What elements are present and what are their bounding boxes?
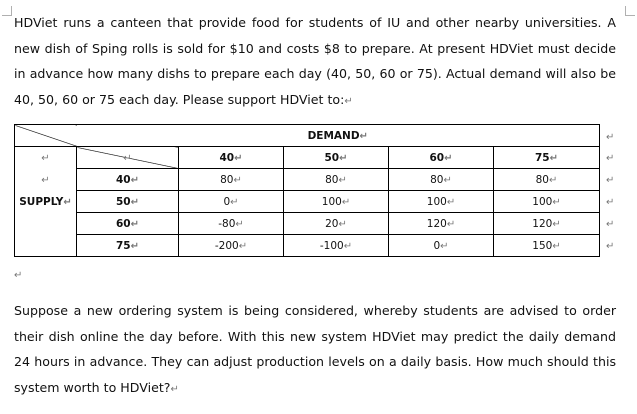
- paragraph-mark: ↵: [170, 383, 179, 395]
- supply-value-cell: 75↵: [77, 235, 179, 257]
- payoff-cell: 80↵: [494, 169, 600, 191]
- diagonal-cell: ↵: [77, 147, 179, 169]
- payoff-cell: 120↵: [494, 213, 600, 235]
- table-row: [15, 191, 600, 213]
- corner-diagonal-cell: [15, 125, 77, 147]
- table-row-header: [15, 125, 600, 147]
- empty-cell: ↵: [15, 169, 77, 191]
- demand-value-cell: 75↵: [494, 147, 600, 169]
- payoff-cell: 80↵: [389, 169, 494, 191]
- empty-cell: [15, 213, 77, 235]
- empty-paragraph-mark: ↵: [14, 270, 23, 281]
- row-end-mark: ↵: [606, 132, 615, 143]
- payoff-table: [14, 124, 600, 257]
- payoff-cell: 150↵: [494, 235, 600, 257]
- supply-value-cell: 60↵: [77, 213, 179, 235]
- problem-intro-paragraph: [14, 10, 616, 114]
- payoff-cell: 0↵: [389, 235, 494, 257]
- payoff-cell: 0↵: [179, 191, 284, 213]
- table-row: [15, 169, 600, 191]
- supply-label: SUPPLY: [19, 195, 64, 208]
- table-row: [15, 235, 600, 257]
- intro-text: HDViet runs a canteen that provide food for students of IU and other nearby universities. A new dish of Sping rolls is sold for $10 and costs $8 to prepare. At present HDViet must decide in advance how many dishs to prepare each day (40, 50, 60 or 75). Actual demand will also be 40, 50, 60 or 75 each day. Please support HDViet to:: [14, 15, 616, 107]
- payoff-cell: 100↵: [389, 191, 494, 213]
- payoff-cell: 100↵: [494, 191, 600, 213]
- row-end-mark: ↵: [606, 153, 615, 164]
- payoff-cell: -100↵: [284, 235, 389, 257]
- page-corner-mark-right: [625, 6, 635, 16]
- demand-value-cell: 50↵: [284, 147, 389, 169]
- payoff-cell: -200↵: [179, 235, 284, 257]
- payoff-cell: 80↵: [179, 169, 284, 191]
- demand-header-cell: DEMAND↵: [77, 125, 600, 147]
- empty-cell: [15, 235, 77, 257]
- row-end-mark: ↵: [606, 175, 615, 186]
- payoff-cell: 80↵: [284, 169, 389, 191]
- row-end-mark: ↵: [606, 197, 615, 208]
- row-end-mark: ↵: [606, 241, 615, 252]
- demand-label: DEMAND: [307, 129, 360, 142]
- payoff-cell: 120↵: [389, 213, 494, 235]
- supply-value-cell: 40↵: [77, 169, 179, 191]
- row-end-mark: ↵: [606, 219, 615, 230]
- payoff-cell: 20↵: [284, 213, 389, 235]
- table-row-demand-values: [15, 147, 600, 169]
- page-corner-mark-left: [2, 6, 12, 16]
- supply-value-cell: 50↵: [77, 191, 179, 213]
- demand-value-cell: 40↵: [179, 147, 284, 169]
- demand-value-cell: 60↵: [389, 147, 494, 169]
- empty-cell: ↵: [15, 147, 77, 169]
- question-text: Suppose a new ordering system is being considered, whereby students are advised to order their dish online the day before. With this new system HDViet may predict the daily demand 24 hours in advance. They can adjust production levels on a daily basis. How much should this system worth to HDViet?: [14, 303, 616, 395]
- question-paragraph: [14, 298, 616, 402]
- paragraph-mark: ↵: [344, 95, 353, 107]
- payoff-cell: 100↵: [284, 191, 389, 213]
- payoff-cell: -80↵: [179, 213, 284, 235]
- table-row: [15, 213, 600, 235]
- supply-label-cell: SUPPLY↵: [15, 191, 77, 213]
